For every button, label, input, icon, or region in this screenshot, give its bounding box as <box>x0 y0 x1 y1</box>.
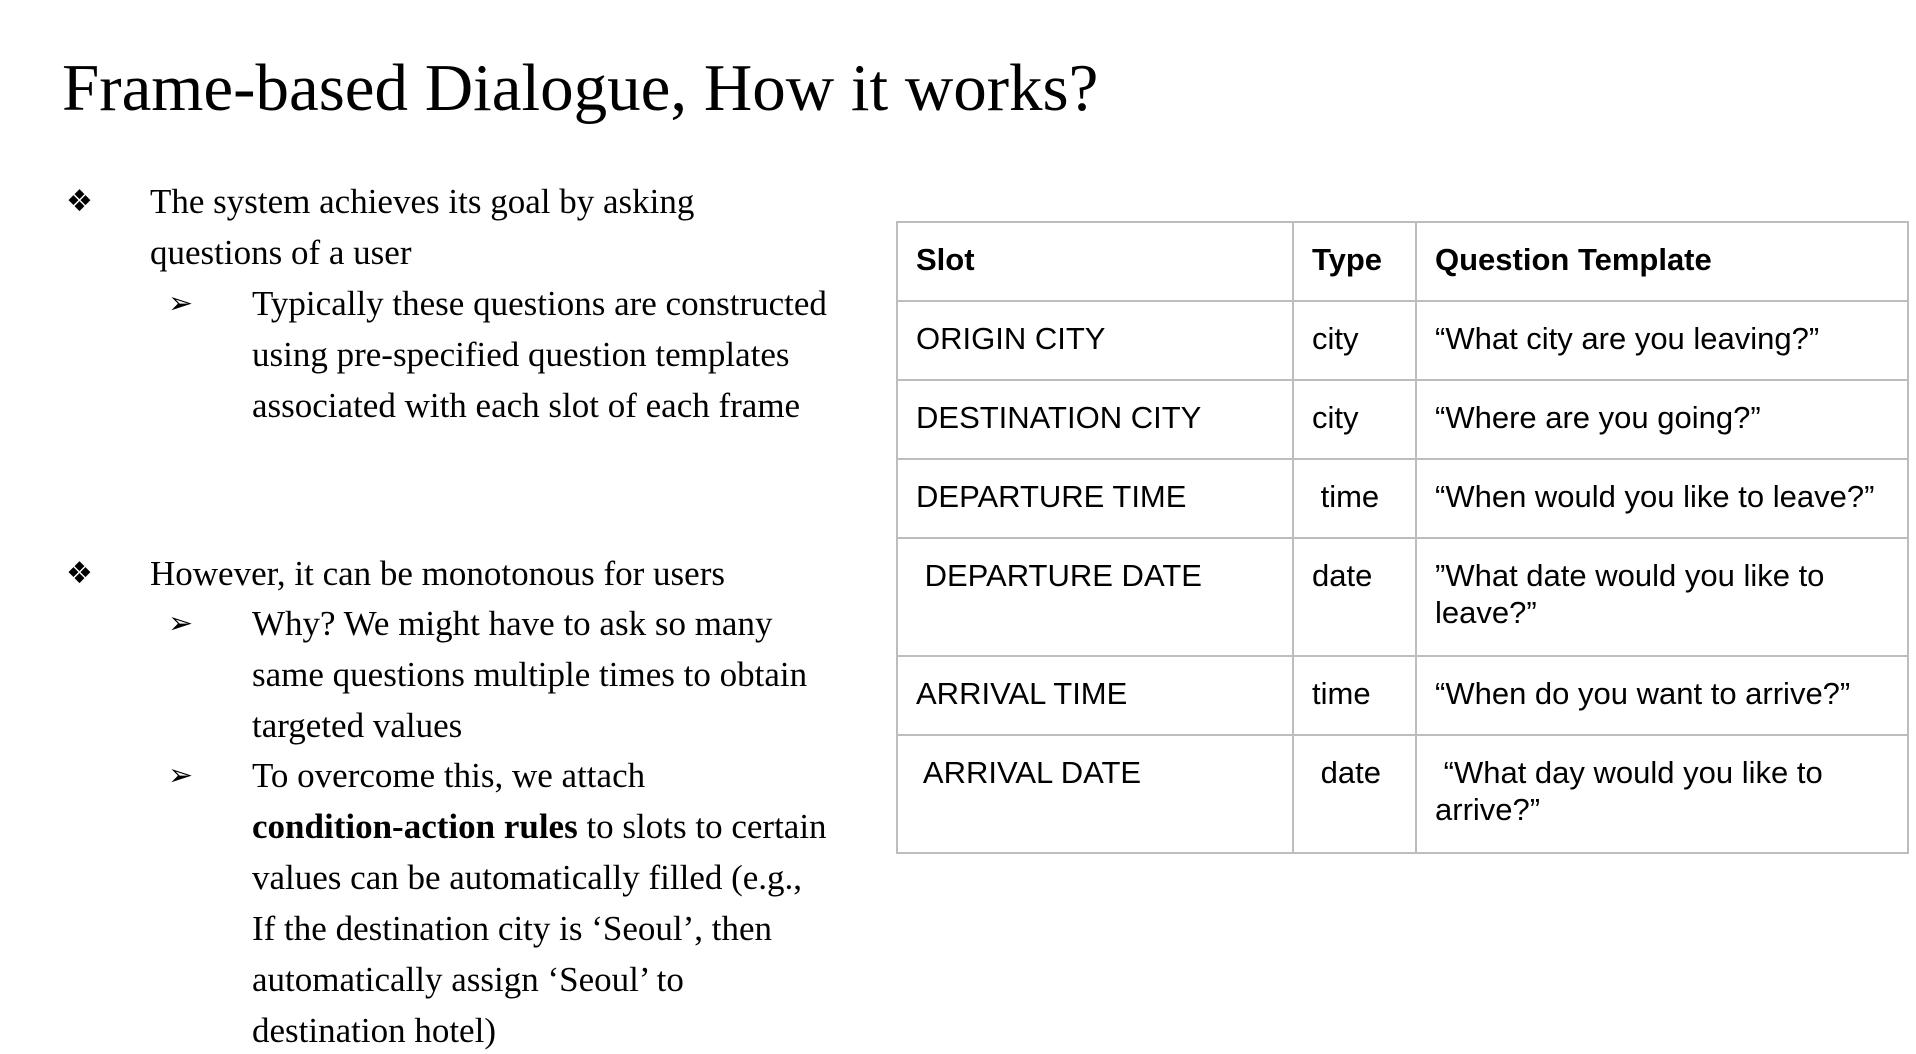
table-row <box>897 656 1908 735</box>
cell-slot: ARRIVAL TIME <box>897 656 1293 735</box>
cell-slot: ORIGIN CITY <box>897 301 1293 380</box>
table-row <box>897 380 1908 459</box>
header-slot: Slot <box>897 222 1293 301</box>
sub-bullet-line: destination hotel) <box>252 1011 496 1050</box>
sub-bullet-fragment: to slots to certain <box>577 807 827 846</box>
bullet-line: questions of a user <box>150 233 412 272</box>
sub-bullet-line: automatically assign ‘Seoul’ to <box>252 960 684 999</box>
table-row <box>897 301 1908 380</box>
cell-question: “Where are you going?” <box>1416 380 1908 459</box>
sub-bullet-text <box>252 598 862 751</box>
bullet-line: However, it can be monotonous for users <box>150 554 725 593</box>
sub-bullet-line: values can be automatically filled (e.g., <box>252 858 803 897</box>
sub-bullet-line: If the destination city is ‘Seoul’, then <box>252 909 773 948</box>
bullet-text <box>150 548 850 599</box>
header-question-template: Question Template <box>1416 222 1908 301</box>
bold-term: condition-action rules <box>252 807 578 846</box>
arrow-bullet-icon: ➢ <box>168 286 194 321</box>
sub-bullet-line: using pre-specified question templates <box>252 335 790 374</box>
sub-bullet-line: Typically these questions are constructed <box>252 284 827 323</box>
cell-slot: ARRIVAL DATE <box>897 735 1293 853</box>
sub-bullet-line: targeted values <box>252 706 463 745</box>
cell-question: “When would you like to leave?” <box>1416 459 1908 538</box>
diamond-bullet-icon: ❖ <box>66 184 93 219</box>
slide-title: Frame-based Dialogue, How it works? <box>62 51 1099 125</box>
cell-question: ”What date would you like to leave?” <box>1416 538 1908 656</box>
cell-type: date <box>1293 735 1416 853</box>
cell-type: time <box>1293 656 1416 735</box>
bullet-text <box>150 176 850 278</box>
cell-question: “What day would you like to arrive?” <box>1416 735 1908 853</box>
bullet-line: The system achieves its goal by asking <box>150 182 695 221</box>
cell-slot: DEPARTURE TIME <box>897 459 1293 538</box>
table-row <box>897 459 1908 538</box>
cell-slot: DESTINATION CITY <box>897 380 1293 459</box>
table-row <box>897 538 1908 656</box>
sub-bullet-text <box>252 278 862 431</box>
cell-type: date <box>1293 538 1416 656</box>
table-row <box>897 735 1908 853</box>
cell-type: time <box>1293 459 1416 538</box>
cell-slot: DEPARTURE DATE <box>897 538 1293 656</box>
sub-bullet-line: To overcome this, we attach <box>252 756 646 795</box>
arrow-bullet-icon: ➢ <box>168 758 194 793</box>
arrow-bullet-icon: ➢ <box>168 606 194 641</box>
sub-bullet-line: associated with each slot of each frame <box>252 386 801 425</box>
slot-table <box>896 221 1909 854</box>
sub-bullet-text <box>252 750 862 1054</box>
sub-bullet-line: Why? We might have to ask so many <box>252 604 773 643</box>
sub-bullet-line: same questions multiple times to obtain <box>252 655 808 694</box>
sub-bullet-line <box>252 801 862 852</box>
cell-question: “When do you want to arrive?” <box>1416 656 1908 735</box>
cell-type: city <box>1293 380 1416 459</box>
cell-question: “What city are you leaving?” <box>1416 301 1908 380</box>
diamond-bullet-icon: ❖ <box>66 556 93 591</box>
table-header-row <box>897 222 1908 301</box>
header-type: Type <box>1293 222 1416 301</box>
cell-type: city <box>1293 301 1416 380</box>
